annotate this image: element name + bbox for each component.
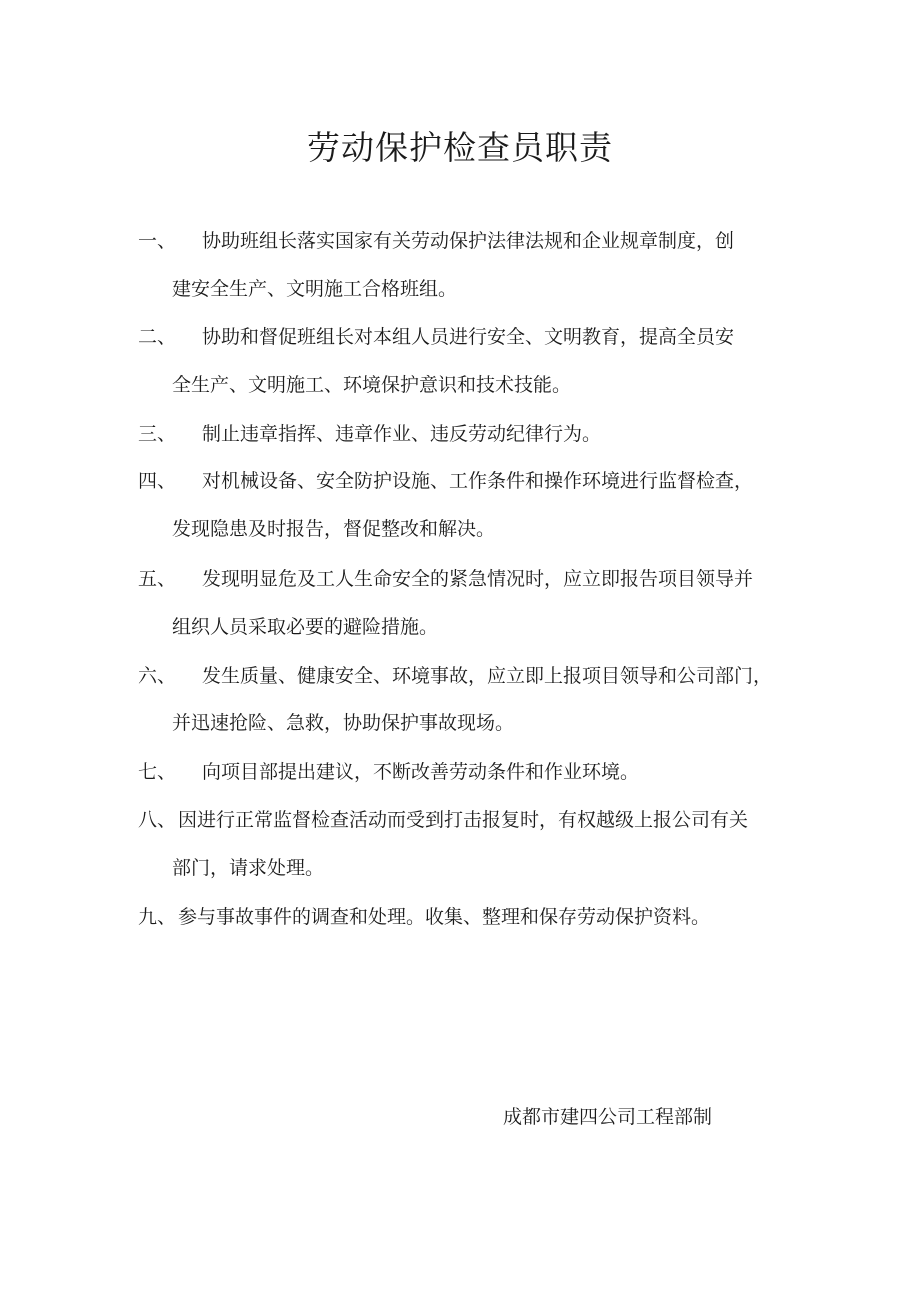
item-text: 制止违章指挥、违章作业、违反劳动纪律行为。 [202, 423, 602, 445]
item-text: 发生质量、健康安全、环境事故，应立即上报项目领导和公司部门， [202, 665, 773, 687]
item-continuation: 并迅速抢险、急救，协助保护事故现场。 [172, 712, 515, 734]
list-item [138, 322, 778, 352]
item-number: 五、 [138, 568, 177, 590]
list-item [138, 902, 798, 932]
item-text: 因进行正常监督检查活动而受到打击报复时，有权越级上报公司有关 [178, 809, 749, 831]
item-continuation: 发现隐患及时报告，督促整改和解决。 [172, 518, 496, 540]
item-number: 六、 [138, 665, 177, 687]
item-number: 九、 [138, 906, 177, 928]
page-title: 劳动保护检查员职责 [307, 128, 613, 167]
list-item [138, 757, 778, 787]
list-item [138, 661, 798, 691]
item-number: 三、 [138, 423, 177, 445]
list-item [138, 419, 778, 449]
list-item [138, 805, 798, 835]
item-text: 发现明显危及工人生命安全的紧急情况时，应立即报告项目领导并 [202, 568, 754, 590]
item-number: 四、 [138, 470, 177, 492]
item-continuation: 全生产、文明施工、环境保护意识和技术技能。 [172, 374, 572, 396]
item-text: 对机械设备、安全防护设施、工作条件和操作环境进行监督检查， [202, 470, 754, 492]
list-item [138, 466, 798, 496]
item-text: 向项目部提出建议，不断改善劳动条件和作业环境。 [202, 761, 640, 783]
item-number: 二、 [138, 326, 177, 348]
item-text: 协助班组长落实国家有关劳动保护法律法规和企业规章制度，创 [202, 230, 735, 252]
item-text: 协助和督促班组长对本组人员进行安全、文明教育，提高全员安 [202, 326, 735, 348]
signature: 成都市建四公司工程部制 [503, 1106, 713, 1128]
item-continuation: 部门，请求处理。 [172, 857, 325, 879]
item-number: 一、 [138, 230, 177, 252]
item-continuation: 组织人员采取必要的避险措施。 [172, 616, 439, 638]
item-continuation: 建安全生产、文明施工合格班组。 [172, 278, 458, 300]
item-number: 八、 [138, 809, 177, 831]
item-text: 参与事故事件的调查和处理。收集、整理和保存劳动保护资料。 [178, 906, 711, 928]
list-item [138, 226, 778, 256]
list-item [138, 564, 798, 594]
item-number: 七、 [138, 761, 177, 783]
